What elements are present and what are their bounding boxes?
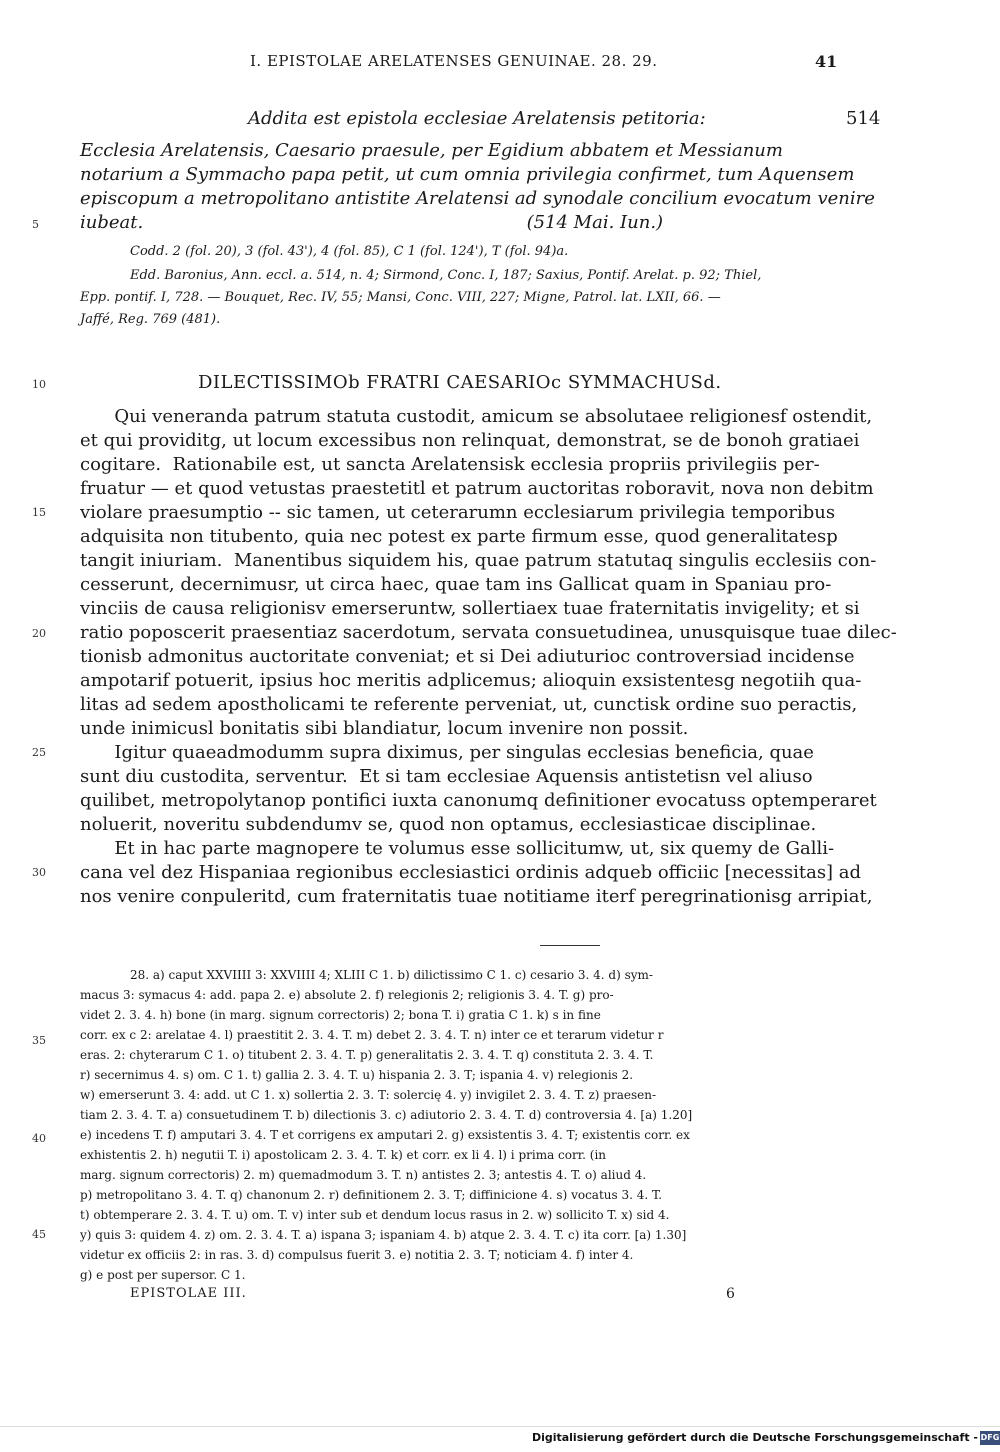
body-line: violare praesumptio -- sic tamen, ut ceterarumn ecclesiarum privilegia temporibus bbox=[80, 502, 836, 523]
body-line: unde inimicusl bonitatis sibi blandiatur, locum invenire non possit. bbox=[80, 718, 689, 739]
footnote-line: macus 3: symacus 4: add. papa 2. e) absolute 2. f) relegionis 2; religionis 3. 4. T. g) pro- bbox=[80, 988, 614, 1002]
body-line: Igitur quaeadmodumm supra diximus, per singulas ecclesias beneficia, quae bbox=[80, 742, 814, 763]
body-line: cogitare. Rationabile est, ut sancta Arelatensisk ecclesia propriis privilegiis per- bbox=[80, 454, 820, 475]
credit-strip bbox=[0, 1426, 1000, 1452]
body-line: adquisita non titubento, quia nec potest ex parte firmum esse, quod generalitatesp bbox=[80, 526, 838, 547]
summary-line: Ecclesia Arelatensis, Caesario praesule, per Egidium abbatem et Messianum bbox=[80, 140, 783, 161]
addita-heading: Addita est epistola ecclesiae Arelatensis petitoria: bbox=[248, 108, 706, 129]
margin-number: 514 bbox=[846, 108, 881, 129]
line-number: 40 bbox=[32, 1132, 46, 1145]
editions-line: Edd. Baronius, Ann. eccl. a. 514, n. 4; Sirmond, Conc. I, 187; Saxius, Pontif. Arelat. p. 92; Thiel, bbox=[130, 268, 762, 283]
footnote-line: g) e post per supersor. C 1. bbox=[80, 1268, 246, 1282]
summary-line: notarium a Symmacho papa petit, ut cum omnia privilegia confirmet, tum Aquensem bbox=[80, 164, 855, 185]
footnote-line: videtur ex officiis 2: in ras. 3. d) compulsus fuerit 3. e) notitia 2. 3. T; noticiam 4. f) inter 4. bbox=[80, 1248, 634, 1262]
body-line: cana vel dez Hispaniaa regionibus ecclesiastici ordinis adqueb officiic [necessitas] ad bbox=[80, 862, 862, 883]
line-number: 15 bbox=[32, 506, 46, 519]
footnote-line: tiam 2. 3. 4. T. a) consuetudinem T. b) dilectionis 3. c) adiutorio 2. 3. 4. T. d) controversia 4. [a) 1.20] bbox=[80, 1108, 693, 1122]
body-line: quilibet, metropolytanop pontifici iuxta canonumq definitioner evocatuss optemperaret bbox=[80, 790, 877, 811]
footnote-line: eras. 2: chyterarum C 1. o) titubent 2. 3. 4. T. p) generalitatis 2. 3. 4. T. q) constituta 2. 3. 4. T. bbox=[80, 1048, 654, 1062]
body-line: Qui veneranda patrum statuta custodit, amicum se absolutaee religionesf ostendit, bbox=[80, 406, 873, 427]
running-header: I. EPISTOLAE ARELATENSES GENUINAE. 28. 29. bbox=[250, 52, 658, 70]
summary-line: episcopum a metropolitano antistite Arelatensi ad synodale concilium evocatum venire bbox=[80, 188, 875, 209]
page-number: 41 bbox=[815, 52, 838, 71]
footnote-line: p) metropolitano 3. 4. T. q) chanonum 2. r) definitionem 2. 3. T; diffinicione 4. s) vocatus 3. 4. T. bbox=[80, 1188, 663, 1202]
footnote-line: videt 2. 3. 4. h) bone (in marg. signum correctoris) 2; bona T. i) gratia C 1. k) s in fine bbox=[80, 1008, 601, 1022]
body-line: cesserunt, decernimusr, ut circa haec, quae tam ins Gallicat quam in Spaniau pro- bbox=[80, 574, 832, 595]
line-number: 25 bbox=[32, 746, 46, 759]
footnote-line: e) incedens T. f) amputari 3. 4. T et corrigens ex amputari 2. g) exsistentis 3. 4. T; existentis corr. ex bbox=[80, 1128, 690, 1142]
dfg-logo: DFG bbox=[980, 1431, 1000, 1445]
line-number: 45 bbox=[32, 1228, 46, 1241]
summary-line: iubeat. (514 Mai. Iun.) bbox=[80, 212, 664, 233]
footnote-line: r) secernimus 4. s) om. C 1. t) gallia 2. 3. 4. T. u) hispania 2. 3. T; ispania 4. v) relegionis 2. bbox=[80, 1068, 634, 1082]
footnote-line: y) quis 3: quidem 4. z) om. 2. 3. 4. T. a) ispana 3; ispaniam 4. b) atque 2. 3. 4. T. c) ita corr. [a) 1.30] bbox=[80, 1228, 687, 1242]
body-line: vinciis de causa religionisv emerseruntw, sollertiaex tuae fraternitatis invigelity; et si bbox=[80, 598, 860, 619]
body-line: tionisb admonitus auctoritate conveniat; et si Dei adiuturioc controversiad incidense bbox=[80, 646, 855, 667]
line-number: 35 bbox=[32, 1034, 46, 1047]
line-number: 10 bbox=[32, 378, 46, 391]
separator-rule bbox=[540, 945, 600, 946]
footer-signature: 6 bbox=[726, 1286, 735, 1302]
line-number: 30 bbox=[32, 866, 46, 879]
codices-line: Codd. 2 (fol. 20), 3 (fol. 43'), 4 (fol. 85), C 1 (fol. 124'), T (fol. 94)a. bbox=[130, 244, 569, 259]
footnote-line: w) emerserunt 3. 4: add. ut C 1. x) sollertia 2. 3. T: solercię 4. y) invigilet 2. 3. 4. T. z) praesen- bbox=[80, 1088, 656, 1102]
editions-line: Epp. pontif. I, 728. — Bouquet, Rec. IV, 55; Mansi, Conc. VIII, 227; Migne, Patrol. lat. LXII, 66. — bbox=[80, 290, 721, 305]
footnote-line: exhistentis 2. h) negutii T. i) apostolicam 2. 3. 4. T. k) et corr. ex li 4. l) i prima corr. (in bbox=[80, 1148, 607, 1162]
footnote-line: t) obtemperare 2. 3. 4. T. u) om. T. v) inter sub et dendum locus rasus in 2. w) sollicito T. x) sid 4. bbox=[80, 1208, 670, 1222]
body-line: tangit iniuriam. Manentibus siquidem his, quae patrum statutaq singulis ecclesiis con- bbox=[80, 550, 877, 571]
credit-text: Digitalisierung gefördert durch die Deutsche Forschungsgemeinschaft - bbox=[531, 1431, 978, 1444]
body-line: nos venire conpuleritd, cum fraternitatis tuae notitiame iterf peregrinationisg arripiat, bbox=[80, 886, 873, 907]
body-line: sunt diu custodita, serventur. Et si tam ecclesiae Aquensis antistetisn vel aliuso bbox=[80, 766, 813, 787]
letter-address: DILECTISSIMOb FRATRI CAESARIOc SYMMACHUSd. bbox=[198, 372, 722, 393]
line-number: 20 bbox=[32, 627, 46, 640]
body-line: ampotarif potuerit, ipsius hoc meritis adplicemus; alioquin exsistentesg negotiih qua- bbox=[80, 670, 862, 691]
footnote-line: corr. ex c 2: arelatae 4. l) praestitit 2. 3. 4. T. m) debet 2. 3. 4. T. n) inter ce et terarum videtur r bbox=[80, 1028, 664, 1042]
body-line: fruatur — et quod vetustas praestetitl et patrum auctoritas roboravit, nova non debitm bbox=[80, 478, 874, 499]
body-line: et qui providitg, ut locum excessibus non relinquat, demonstrat, se de bonoh gratiaei bbox=[80, 430, 860, 451]
body-line: noluerit, noveritu subdendumv se, quod non optamus, ecclesiasticae disciplinae. bbox=[80, 814, 817, 835]
body-line: Et in hac parte magnopere te volumus esse sollicitumw, ut, six quemy de Galli- bbox=[80, 838, 835, 859]
footer-volume: EPISTOLAE III. bbox=[130, 1286, 247, 1301]
editions-line: Jaffé, Reg. 769 (481). bbox=[80, 312, 221, 327]
body-line: litas ad sedem apostholicami te referente perveniat, ut, cunctisk ordine suo peractis, bbox=[80, 694, 858, 715]
body-line: ratio poposcerit praesentiaz sacerdotum, servata consuetudinea, unusquisque tuae dilec- bbox=[80, 622, 897, 643]
line-number: 5 bbox=[32, 218, 39, 231]
footnote-line: marg. signum correctoris) 2. m) quemadmodum 3. T. n) antistes 2. 3; antestis 4. T. o) aliud 4. bbox=[80, 1168, 647, 1182]
footnote-line: 28. a) caput XXVIIII 3: XXVIIII 4; XLIII C 1. b) dilictissimo C 1. c) cesario 3. 4. d) sym- bbox=[130, 968, 653, 982]
